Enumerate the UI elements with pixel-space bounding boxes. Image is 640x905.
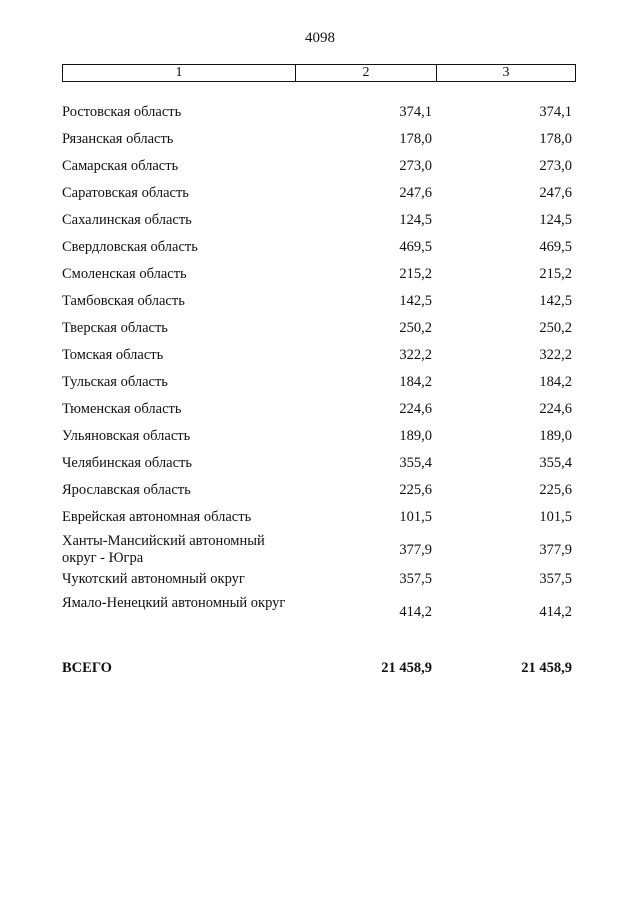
- page-number: 4098: [305, 30, 335, 46]
- region-name: Рязанская область: [62, 131, 174, 147]
- value-column-2: 250,2: [399, 320, 432, 336]
- total-value-column-2: 21 458,9: [381, 660, 432, 676]
- value-column-3: 224,6: [539, 401, 572, 417]
- value-column-3: 225,6: [539, 482, 572, 498]
- total-value-column-3: 21 458,9: [521, 660, 572, 676]
- value-column-2: 377,9: [399, 542, 432, 558]
- value-column-2: 273,0: [399, 158, 432, 174]
- region-name: Свердловская область: [62, 239, 198, 255]
- region-name: Ханты-Мансийский автономный округ - Югра: [62, 533, 265, 566]
- column-header-1: 1: [63, 65, 296, 81]
- value-column-3: 357,5: [539, 571, 572, 587]
- region-name: Еврейская автономная область: [62, 509, 252, 525]
- region-name: Ростовская область: [62, 104, 182, 120]
- value-column-3: 414,2: [539, 604, 572, 620]
- value-column-2: 189,0: [399, 428, 432, 444]
- region-name: Тверская область: [62, 320, 168, 336]
- value-column-3: 377,9: [539, 542, 572, 558]
- region-name: Ульяновская область: [62, 428, 191, 444]
- value-column-2: 322,2: [399, 347, 432, 363]
- value-column-3: 374,1: [539, 104, 572, 120]
- region-name: Томская область: [62, 347, 164, 363]
- value-column-3: 142,5: [539, 293, 572, 309]
- value-column-2: 355,4: [399, 455, 432, 471]
- value-column-3: 247,6: [539, 185, 572, 201]
- column-header-3: 3: [502, 65, 510, 80]
- value-column-3: 184,2: [539, 374, 572, 390]
- value-column-2: 374,1: [399, 104, 432, 120]
- region-name: Смоленская область: [62, 266, 187, 282]
- value-column-2: 225,6: [399, 482, 432, 498]
- value-column-3: 355,4: [539, 455, 572, 471]
- value-column-3: 101,5: [539, 509, 572, 525]
- region-name: Тамбовская область: [62, 293, 185, 309]
- value-column-3: 273,0: [539, 158, 572, 174]
- value-column-3: 189,0: [539, 428, 572, 444]
- value-column-2: 215,2: [399, 266, 432, 282]
- value-column-2: 469,5: [399, 239, 432, 255]
- region-name: Тульская область: [62, 374, 168, 390]
- value-column-2: 247,6: [399, 185, 432, 201]
- region-name: Саратовская область: [62, 185, 189, 201]
- column-header-2: 2: [296, 65, 437, 81]
- value-column-2: 101,5: [399, 509, 432, 525]
- value-column-3: 322,2: [539, 347, 572, 363]
- value-column-2: 178,0: [399, 131, 432, 147]
- value-column-2: 124,5: [399, 212, 432, 228]
- value-column-2: 142,5: [399, 293, 432, 309]
- value-column-3: 469,5: [539, 239, 572, 255]
- region-name: Челябинская область: [62, 455, 192, 471]
- value-column-2: 224,6: [399, 401, 432, 417]
- value-column-2: 414,2: [399, 604, 432, 620]
- region-name: Чукотский автономный округ: [62, 571, 245, 587]
- total-label: ВСЕГО: [62, 660, 112, 676]
- region-name: Тюменская область: [62, 401, 182, 417]
- region-name: Ярославская область: [62, 482, 191, 498]
- region-name: Сахалинская область: [62, 212, 192, 228]
- region-name: Самарская область: [62, 158, 179, 174]
- value-column-3: 250,2: [539, 320, 572, 336]
- value-column-3: 178,0: [539, 131, 572, 147]
- value-column-2: 357,5: [399, 571, 432, 587]
- value-column-3: 215,2: [539, 266, 572, 282]
- region-name: Ямало-Ненецкий автономный округ: [62, 595, 286, 611]
- value-column-2: 184,2: [399, 374, 432, 390]
- value-column-3: 124,5: [539, 212, 572, 228]
- column-header-row: [62, 64, 576, 82]
